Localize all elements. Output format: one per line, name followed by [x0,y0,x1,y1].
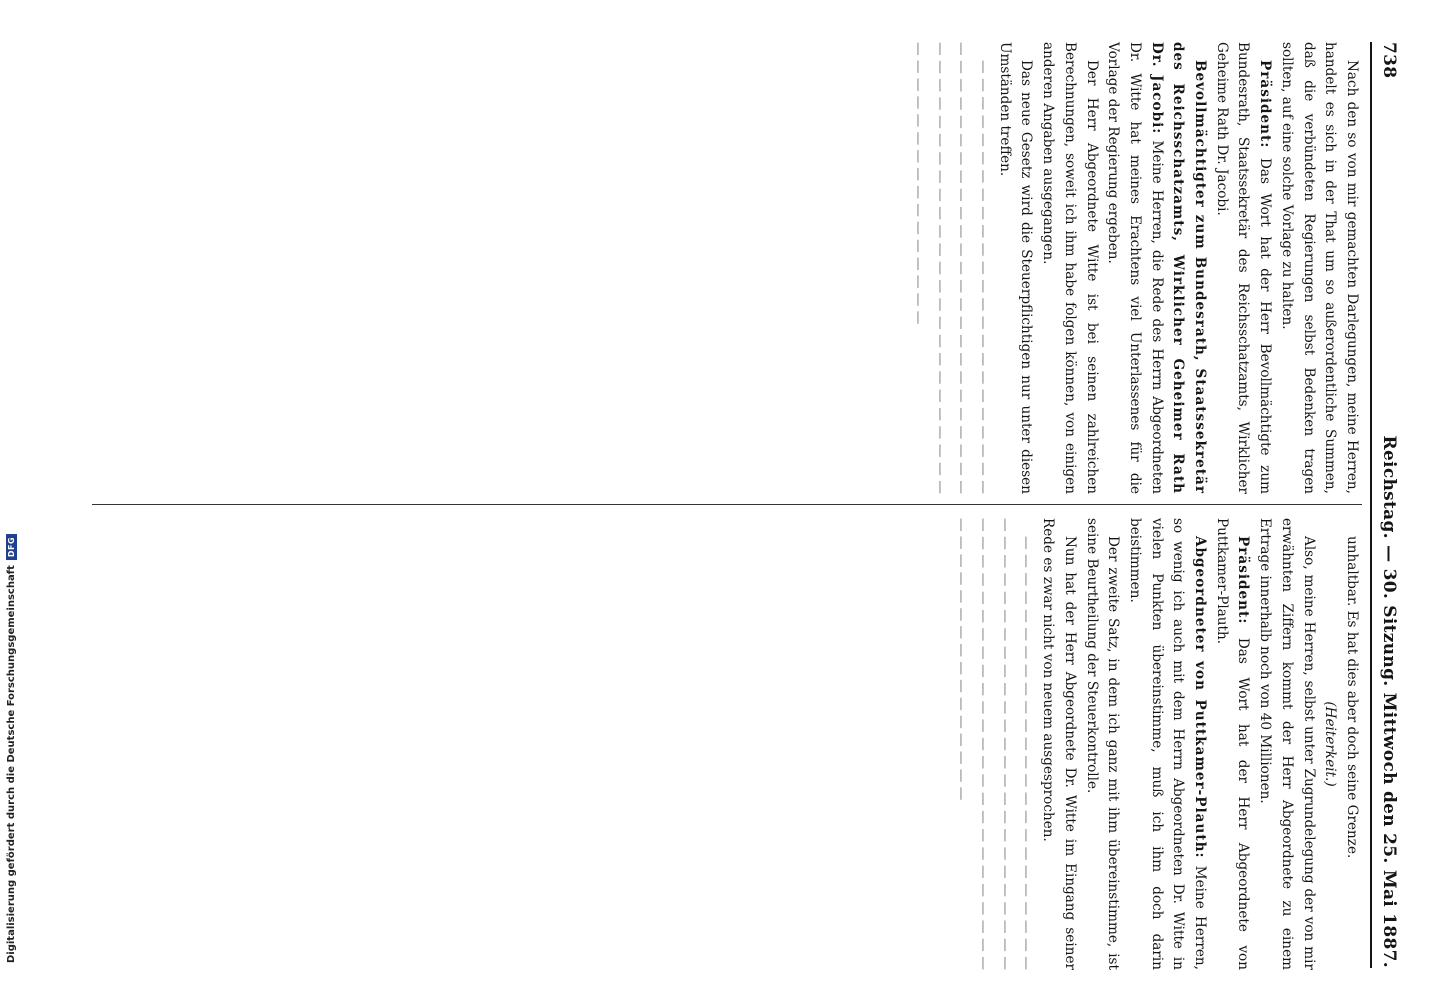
right-paragraph [1123,518,1210,970]
paragraph-text: Der Herr Abgeordnete Witte ist bei seinen zahlreichen Berechnungen, soweit ich ihm habe folgen können, von einigen anderen Angaben ausgegangen. [1040,42,1100,494]
column-left [92,42,1362,494]
paragraph-text: Das Wort hat der Herr Abgeordnete von Puttkamer-Plauth. [1213,518,1252,970]
right-paragraph [1340,518,1362,970]
paragraph-text: Der zweite Satz, in dem ich ganz mit ihm übereinstimme, ist seine Beurtheilung der Steuerkontrolle. [1083,518,1122,970]
digitization-note-content [6,533,17,962]
dfg-logo: DFG [6,533,17,559]
speaker-name: Bevollmächtigter zum Bundesrath, Staatssekretär des Reichsschatzamts, Wirklicher Geheimer Rath Dr. Jacobi: [1148,42,1209,494]
right-paragraph [1253,518,1318,970]
right-paragraph [1036,518,1079,970]
paragraph-text: Also, meine Herren, selbst unter Zugrundelegung der von mir erwähnten Ziffern kommt der Herr Abgeordnete zu einem Ertrage innerhalb noch von 40 Millionen. [1257,518,1317,970]
speaker-name: Präsident: [1235,536,1252,625]
right-paragraph [1210,518,1253,970]
left-paragraph [1036,42,1101,494]
page-header [1376,42,1402,968]
speaker-name: Abgeordneter von Puttkamer-Plauth: [1192,536,1209,859]
illegible-text: — — — — — — — — — — — — — — — — — — — — — — — — — — — — — — — — — — — — — — — — — — — — — — — — — — — — — — — — — — — — — — — — — — — — — — — — — — — — — — — — — — — — — — — — — — [909,42,992,494]
rotated-page-frame [90,30,1410,980]
paragraph-text: Das neue Gesetz wird die Steuerpflichtigen nur unter diesen Umständen treffen. [996,42,1035,494]
paragraph-text: Nach den so von mir gemachten Darlegungen, meine Herren, handelt es sich in der That um so außerordentliche Summen, daß die verbündeten Regierungen selbst Bedenken tragen sollten, auf eine solche Vorlage zu halten. [1278,42,1360,494]
illegible-text: — — — — — — — — — — — — — — — — — — — — — — — — — — — — — — — — — — — — — — — — — — — — — — — — — — — — — — — — — — — — — — — — — — — — — — — — — — — — — — — — — — — — — — — — — — [953,518,1035,970]
page-number: 738 [1379,42,1399,79]
column-divider [92,504,1362,505]
right-paragraph [1080,518,1123,970]
paragraph-text: Nun hat der Herr Abgeordnete Dr. Witte im Eingang seiner Rede es zwar nicht von neuem ausgesprochen. [1040,518,1078,970]
paragraph-text: (Heiterkeit.) [1322,701,1339,787]
left-paragraph [1210,42,1275,494]
page-title: Reichstag. — 30. Sitzung. Mittwoch den 25. Mai 1887. [1379,435,1399,968]
left-paragraph [993,42,1036,494]
paragraph-text: unhaltbar. Es hat dies aber doch seine Grenze. [1344,536,1360,859]
paragraph-text: Das Wort hat der Herr Bevollmächtigte zum Bundesrath, Staatssekretär des Reichsschatzamts, Wirklicher Geheime Rath Dr. Jacobi. [1213,42,1274,494]
digitization-note [3,500,20,996]
column-right [92,518,1362,970]
stage-direction [1319,518,1341,970]
speaker-name: Präsident: [1257,60,1274,149]
newspaper-page [90,30,1410,980]
left-paragraph [1275,42,1362,494]
left-paragraph [1102,42,1211,494]
digitization-note-text: Digitalisierung gefördert durch die Deutsche Forschungsgemeinschaft [6,564,18,963]
header-rule [1370,42,1372,968]
paragraph-text: Meine Herren, die Rede des Herrn Abgeordneten Dr. Witte hat meines Erachtens viel Unterlassenes für die Vorlage der Regierung ergeben. [1105,42,1165,494]
paragraph-text: Meine Herren, so wenig ich auch mit dem Herrn Abgeordneten Dr. Witte in vielen Punkten übereinstimme, muß ich ihm doch darin beistimmen. [1126,518,1209,970]
